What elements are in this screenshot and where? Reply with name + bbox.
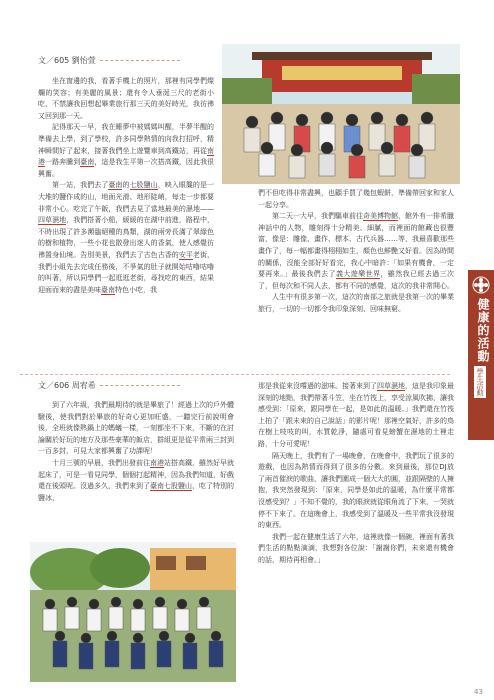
article1-paragraph-6: 人生中有很多第一次，這次的南部之旅就是我第一次的畢業旅行，一切的一切都令我印象深刻、回味無窮。 bbox=[258, 293, 454, 313]
group-photo-outdoor bbox=[30, 542, 236, 682]
article2-paragraph-1: 到了六年級，我們最期待的就是畢旅了！經過上次的戶外體驗後，使我們對於畢旅的好奇心更加旺盛，一聽完行前說明會後，全班就像熱鍋上的螞蟻一樣，一刻都坐不下來，不斷的在討論關於好玩的地方及那些豪華的飯店，群組更是從平常兩三封到一百多封，可見大家都興奮了功課呢！ bbox=[38, 401, 234, 456]
flower-emblem-icon bbox=[472, 276, 490, 294]
article2-paragraph-2: 十月三號的早晨，我們出發前往南港站搭高鐵，雖然好早就起床了，可是一看見同學，個個打起精神，因為我們知道，好戲還在後頭呢。沒過多久，我們來到了臺南七股鹽山，吃了特別的鹽冰， bbox=[38, 458, 234, 502]
article-divider bbox=[20, 374, 450, 375]
group-photo-temple bbox=[222, 44, 460, 184]
article1-byline: 文／605 劉怡萱 bbox=[38, 55, 180, 66]
page-number: 43 bbox=[474, 688, 483, 696]
article2-paragraph-3: 那是我從來沒嚐過的滋味。接著來到了四草濕地，這是我印象最深刻的地點，我們帶著斗笠，坐在竹筏上，享受涼風吹拂，讓我感受到：「原來，跟同學在一起，是如此的溫暖。」我們還在竹筏上拍了「跟未來的自己說話」的影片呢！那裡空氣好，許多的鳥在樹上吱吱的叫，水質乾淨，隨處可看見螃蟹在濕地的土裡走路，十分可愛呢！ bbox=[258, 382, 454, 448]
article1-paragraph-5: 第二天一大早，我們驅車前往奇美博物館，館外有一排希臘神話中的人物，雕刻得十分精美、細膩，而裡面的館藏也很豐富，像是：雕像、畫作、標本、古代兵器……等，我最喜歡那些畫作了，每一幅都畫得栩栩如生，顏色也鮮艷又好看。因為時間的關係，沒能全部好好看完，我心中暗許：「如果有機會，一定要再來。」最後我們去了義大遊樂世界，雖然我已經去過三次了，但每次和不同人去，都有不同的感覺，這次的我非常開心。 bbox=[258, 212, 455, 290]
section-title: 健康的活動 bbox=[476, 298, 490, 363]
article2-paragraph-5: 我們一起在健康生活了六年，這裡就像一個碗，裡面有著我們生活的點點滴滴，我想對各位說：「謝謝你們，未來還有機會的話，期待再相會。」 bbox=[258, 532, 454, 564]
article1-paragraph-4: 們不但吃得非常盡興，也顧手買了幾包蝦餅，準備帶回家和家人一起分享。 bbox=[258, 189, 454, 209]
article1-paragraph-3: 第一站，我們去了臺南的七股鹽山，映入眼簾的是一大堆的鹽作成的山，地面光滑、地形陡峭，每走一步都要非常小心。吃完了午飯，我們去見了當地最美的濕地——四草濕地，我們搭著小船，緩緩的在湖中前進，路程中，不時出現了許多瀕臨絕種的鳥類，湖的兩旁長滿了翠綠色的樹和植物，一些小花也散發出迷人的香氣，使人感覺彷彿置身仙境。告別美景，我們去了古色古香的安平老街，我們小組先去完成任務後，不爭氣的肚子就開始咕嚕咕嚕的叫著，所以同學們一起逛逛老街，尋找吃的東西，結果迎面而來的盡是美味臺南特色小吃，我 bbox=[38, 181, 215, 294]
article2-left-column bbox=[38, 400, 234, 504]
article2-right-column bbox=[258, 381, 454, 567]
article2-paragraph-4: 隔天晚上，我們有了一場晚會，在晚會中，我們玩了很多的遊戲，也因為熱情而得到了很多的分數。來到最後，那位DJ放了兩首催淚的歌曲，讓我們圍成一個大大的圓，並跟隔壁的人擁抱，我突然發現到：「原來，同學是如此的溫暖，為什麼平常都沒感受到？」不知不覺的，我的眼淚就從眼角流了下來，一哭就停不下來了。在這晚會上，我感受到了溫暖及一些平常我沒發現的東西。 bbox=[258, 451, 454, 530]
article1-left-column bbox=[38, 76, 214, 296]
article1-paragraph-1: 坐在窗邊的我，看著手機上的照片，那裡有同學們燦爛的笑容；有美麗的風景；還有令人垂涎三尺的老街小吃，不禁讓我回想起畢業旅行那三天的美好時光，我彷彿又回到那一天。 bbox=[38, 77, 214, 120]
article2-byline: 文／606 周宥希 bbox=[38, 380, 180, 391]
article1-paragraph-2: 記得那天一早，我在睡夢中被媽媽叫醒，半夢半醒的準備去上學，到了學校，許多同學熱情的向我打招呼，精神瞬間好了起來，接著我們坐上遊覽車到高鐵站，再從南港一路奔騰到臺南，這是我生平第一次搭高鐵，因此我很興奮。 bbox=[38, 123, 215, 178]
section-subtitle: 學生活動 bbox=[476, 368, 484, 396]
article1-right-column bbox=[258, 188, 454, 316]
